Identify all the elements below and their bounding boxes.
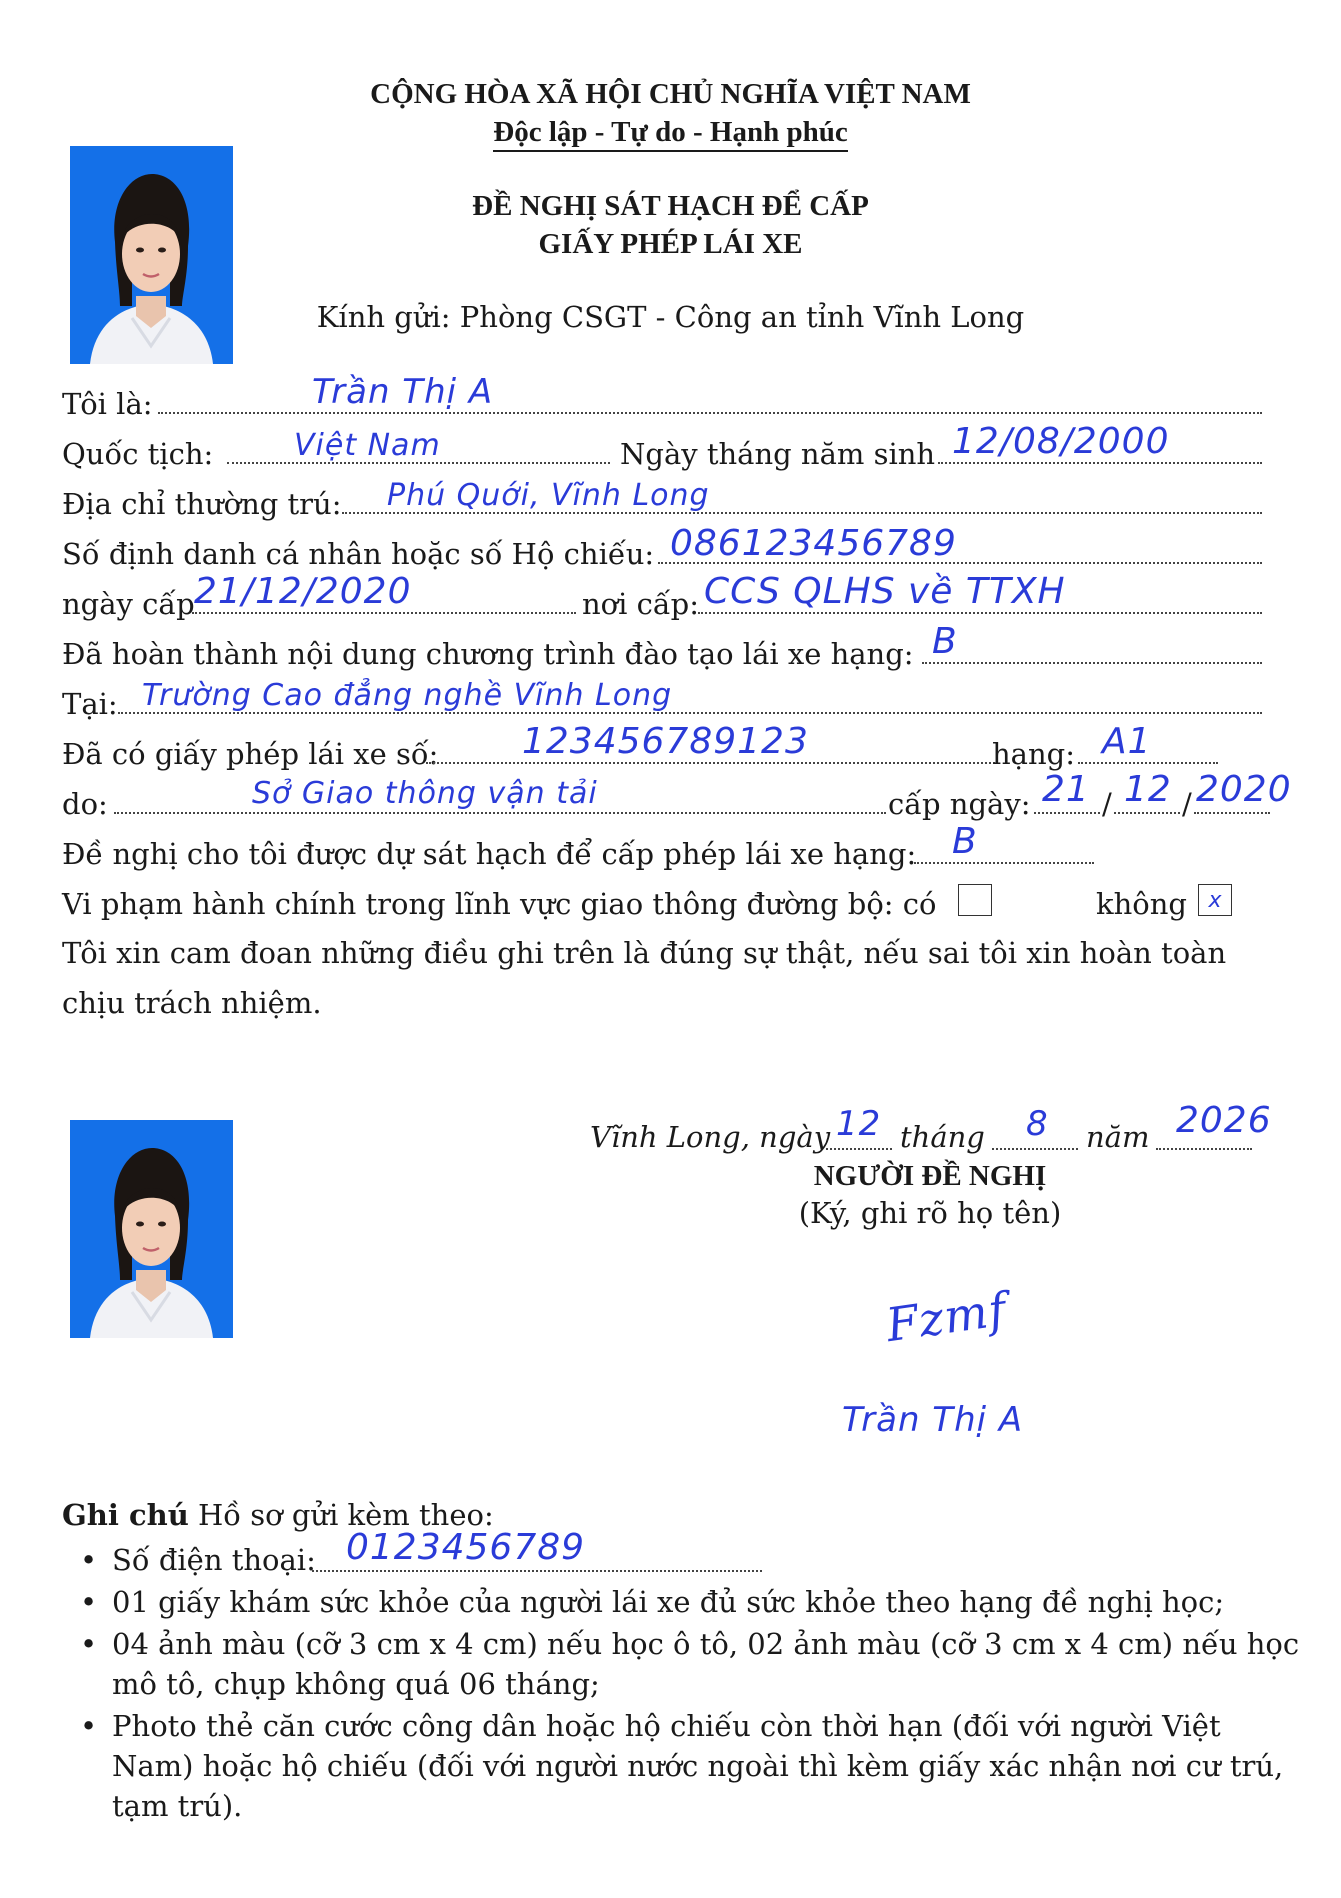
issue-place-value[interactable]: CCS QLHS về TTXH bbox=[704, 571, 1066, 612]
issued-day-dots bbox=[1034, 812, 1100, 814]
row-training-place bbox=[62, 678, 1262, 724]
pledge-line2: chịu trách nhiệm. bbox=[62, 986, 322, 1020]
license-dots bbox=[426, 762, 998, 764]
violation-label: Vi phạm hành chính trong lĩnh vực giao thông đường bộ: có bbox=[62, 887, 937, 921]
issue-place-label: nơi cấp: bbox=[582, 587, 699, 621]
row-violation bbox=[62, 884, 1262, 924]
by-value[interactable]: Sở Giao thông vận tải bbox=[252, 776, 598, 811]
violation-no-checkbox[interactable] bbox=[1198, 884, 1232, 916]
row-issue bbox=[62, 571, 1262, 624]
id-value[interactable]: 086123456789 bbox=[670, 523, 957, 564]
bullet-icon: • bbox=[80, 1543, 98, 1577]
issue-date-label: ngày cấp bbox=[62, 587, 195, 621]
bullet-icon: • bbox=[80, 1585, 98, 1619]
date-place: Vĩnh Long, ngày bbox=[590, 1120, 831, 1154]
row-id bbox=[62, 523, 1262, 574]
license-label: Đã có giấy phép lái xe số: bbox=[62, 737, 439, 771]
note-photos-line2: mô tô, chụp không quá 06 tháng; bbox=[112, 1667, 600, 1701]
row-nationality-dob bbox=[62, 421, 1262, 474]
training-label: Đã hoàn thành nội dung chương trình đào tạo lái xe hạng: bbox=[62, 637, 914, 671]
dob-dots bbox=[938, 462, 1262, 464]
form-title-line1: ĐỀ NGHỊ SÁT HẠCH ĐỂ CẤP bbox=[472, 190, 869, 222]
issue-place-dots bbox=[698, 612, 1262, 614]
note-item-id-copy bbox=[80, 1706, 1300, 1826]
signer-title: NGƯỜI ĐỀ NGHỊ bbox=[813, 1160, 1047, 1192]
nation-heading: CỘNG HÒA XÃ HỘI CHỦ NGHĨA VIỆT NAM bbox=[370, 78, 971, 110]
row-address bbox=[62, 478, 1262, 524]
signature[interactable]: Fzmf bbox=[882, 1281, 1010, 1353]
training-dots bbox=[922, 662, 1262, 664]
note-item-phone bbox=[80, 1527, 780, 1580]
date-year-dots bbox=[1156, 1148, 1252, 1150]
date-month[interactable]: 8 bbox=[1026, 1104, 1049, 1144]
motto bbox=[0, 116, 1341, 149]
row-issuer bbox=[62, 769, 1322, 824]
issue-date-dots bbox=[192, 612, 576, 614]
issued-month[interactable]: 12 bbox=[1124, 769, 1172, 810]
name-label: Tôi là: bbox=[62, 387, 153, 421]
violation-yes-checkbox[interactable] bbox=[958, 884, 992, 916]
training-value[interactable]: B bbox=[932, 621, 958, 662]
row-name bbox=[62, 372, 1262, 424]
dob-value[interactable]: 12/08/2000 bbox=[952, 421, 1170, 462]
issue-date-value[interactable]: 21/12/2020 bbox=[194, 571, 412, 612]
pledge-line1: Tôi xin cam đoan những điều ghi trên là đúng sự thật, nếu sai tôi xin hoàn toàn bbox=[62, 936, 1227, 970]
at-value[interactable]: Trường Cao đẳng nghề Vĩnh Long bbox=[142, 678, 673, 713]
class-value[interactable]: A1 bbox=[1102, 721, 1152, 762]
request-value[interactable]: B bbox=[952, 821, 978, 862]
row-license bbox=[62, 721, 1262, 774]
row-training bbox=[62, 621, 1262, 674]
dob-label: Ngày tháng năm sinh bbox=[620, 437, 936, 471]
issued-sep2: / bbox=[1182, 787, 1192, 821]
row-request bbox=[62, 821, 1262, 874]
request-dots bbox=[914, 862, 1094, 864]
address-value[interactable]: Phú Quới, Vĩnh Long bbox=[387, 478, 710, 513]
issued-day[interactable]: 21 bbox=[1042, 769, 1090, 810]
phone-value[interactable]: 0123456789 bbox=[346, 1527, 586, 1568]
issued-sep1: / bbox=[1102, 787, 1112, 821]
motto-text: Độc lập - Tự do - Hạnh phúc bbox=[493, 116, 848, 152]
note-item-health bbox=[80, 1582, 1300, 1622]
id-label: Số định danh cá nhân hoặc số Hộ chiếu: bbox=[62, 537, 655, 571]
issued-year-dots bbox=[1194, 812, 1270, 814]
issued-year[interactable]: 2020 bbox=[1196, 769, 1292, 810]
note-photos-line1: 04 ảnh màu (cỡ 3 cm x 4 cm) nếu học ô tô, 02 ảnh màu (cỡ 3 cm x 4 cm) nếu học bbox=[112, 1627, 1300, 1661]
nationality-value[interactable]: Việt Nam bbox=[294, 428, 441, 463]
nationality-label: Quốc tịch: bbox=[62, 437, 214, 471]
by-label: do: bbox=[62, 787, 108, 821]
license-value[interactable]: 123456789123 bbox=[522, 721, 809, 762]
note-health-text: 01 giấy khám sức khỏe của người lái xe đủ sức khỏe theo hạng đề nghị học; bbox=[112, 1585, 1225, 1619]
notes-heading-bold: Ghi chú bbox=[62, 1498, 189, 1532]
portrait-photo-top bbox=[70, 146, 233, 364]
phone-dots bbox=[312, 1570, 762, 1572]
signer-hint: (Ký, ghi rõ họ tên) bbox=[798, 1196, 1062, 1230]
date-day-dots bbox=[826, 1148, 892, 1150]
recipient-line: Kính gửi: Phòng CSGT - Công an tỉnh Vĩnh Long bbox=[316, 300, 1025, 334]
signer-name[interactable]: Trần Thị A bbox=[842, 1400, 1024, 1440]
portrait-photo-bottom bbox=[70, 1120, 233, 1338]
bullet-icon: • bbox=[80, 1709, 98, 1743]
date-month-label: tháng bbox=[900, 1120, 985, 1154]
phone-label: Số điện thoại: bbox=[112, 1543, 316, 1577]
bullet-icon: • bbox=[80, 1627, 98, 1661]
class-dots bbox=[1078, 762, 1218, 764]
check-mark-icon: x bbox=[1208, 888, 1222, 913]
date-year-label: năm bbox=[1086, 1120, 1150, 1154]
note-id-line2: Nam) hoặc hộ chiếu (đối với người nước ngoài thì kèm giấy xác nhận nơi cư trú, bbox=[112, 1749, 1284, 1783]
class-label: hạng: bbox=[992, 737, 1075, 771]
note-item-photos bbox=[80, 1624, 1300, 1704]
name-dots bbox=[158, 412, 1262, 414]
date-year[interactable]: 2026 bbox=[1176, 1100, 1272, 1141]
form-title-line2: GIẤY PHÉP LÁI XE bbox=[538, 228, 803, 260]
address-label: Địa chỉ thường trú: bbox=[62, 487, 342, 521]
notes-heading-rest: Hồ sơ gửi kèm theo: bbox=[188, 1498, 494, 1532]
request-label: Đề nghị cho tôi được dự sát hạch để cấp phép lái xe hạng: bbox=[62, 837, 917, 871]
at-label: Tại: bbox=[62, 687, 118, 721]
issued-month-dots bbox=[1114, 812, 1180, 814]
note-id-line1: Photo thẻ căn cước công dân hoặc hộ chiếu còn thời hạn (đối với người Việt bbox=[112, 1709, 1221, 1743]
violation-no-label: không bbox=[1096, 887, 1187, 921]
issued-on-label: cấp ngày: bbox=[888, 787, 1031, 821]
date-day[interactable]: 12 bbox=[836, 1104, 882, 1144]
note-id-line3: tạm trú). bbox=[112, 1789, 243, 1823]
date-month-dots bbox=[992, 1148, 1078, 1150]
name-value[interactable]: Trần Thị A bbox=[312, 372, 494, 412]
